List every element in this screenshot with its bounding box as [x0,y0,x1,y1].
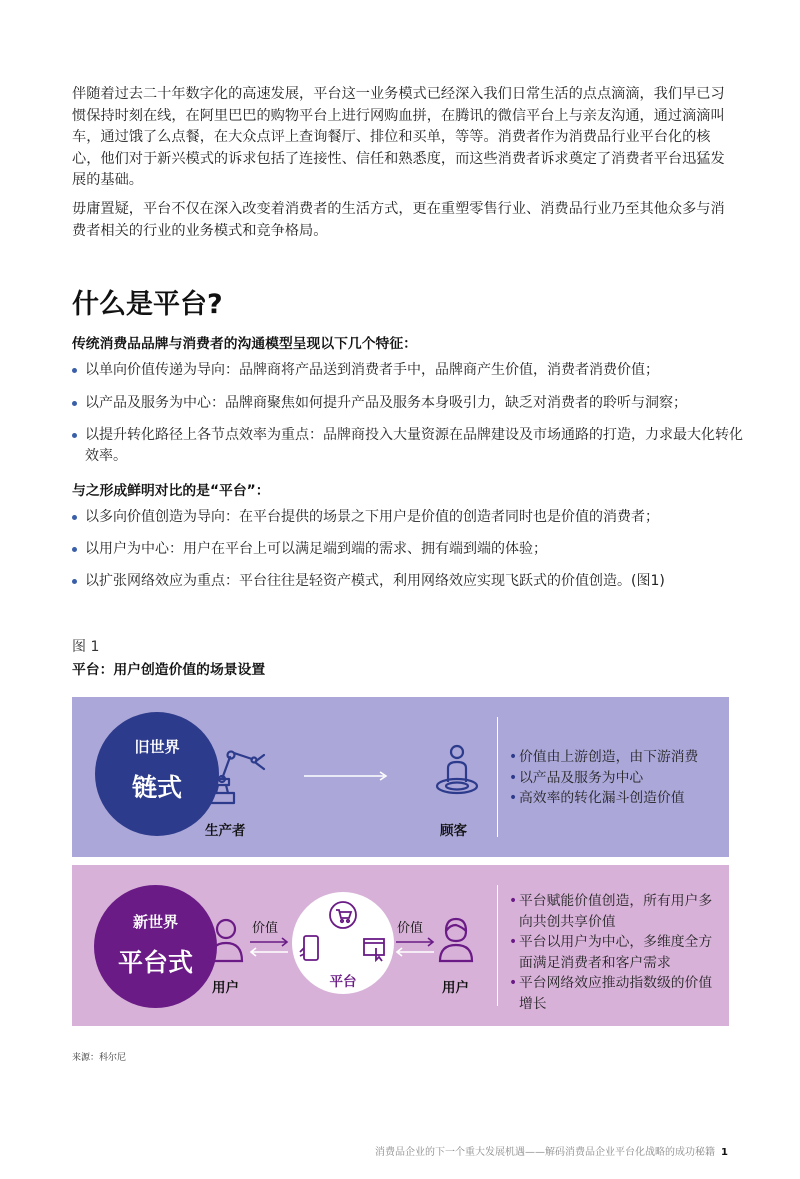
value-right-label: 价值 [397,921,424,936]
value-left-label: 价值 [252,921,279,936]
bullet-icon [72,368,77,373]
intro-paragraph-2: 毋庸置疑，平台不仅在深入改变着消费者的生活方式，更在重塑零售行业、消费品行业乃至其他众多与消费者相关的行业的业务模式和竞争格局。 [72,201,725,239]
old-world-label: 旧世界 [134,738,180,756]
customer-icon [432,742,482,807]
bullet-icon [72,433,77,438]
list-item: • 平台以用户为中心，多维度全方面满足消费者和客户需求 [509,932,724,973]
user-right-icon [436,915,476,965]
cart-icon [328,900,358,930]
old-world-points [509,747,724,809]
intro-paragraph-1: 伴随着过去二十年数字化的高速发展，平台这一业务模式已经深入我们日常生活的点点滴滴，我们早已习惯保持时刻在线，在阿里巴巴的购物平台上进行网购血拼，在腾讯的微信平台上与亲友沟通，通过滴滴叫车，通过饿了么点餐，在大众点评上查询餐厅、排位和买单，等等。消费者作为消费品行业平台化的核心，他们对于新兴模式的诉求包括了连接性、信任和熟悉度，而这些消费者诉求奠定了消费者平台迅猛发展的基础。 [72,86,725,188]
user-left-icon [206,915,246,965]
new-world-circle [94,885,217,1008]
list-item: 以扩张网络效应为重点：平台往往是轻资产模式，利用网络效应实现飞跃式的价值创造。(图1) [72,571,749,592]
divider [497,717,498,837]
old-world-model: 链式 [131,773,182,802]
figure-title: 平台：用户创造价值的场景设置 [72,662,266,678]
figure-source: 来源：科尔尼 [72,1053,127,1063]
list-item: • 以产品及服务为中心 [509,768,724,789]
new-world-label: 新世界 [132,913,178,931]
old-world-panel [72,697,729,857]
traditional-heading: 传统消费品品牌与消费者的沟通模型呈现以下几个特征： [72,336,417,352]
robot-arm-icon [202,741,272,811]
exchange-arrows-icon [248,937,290,957]
bullet-icon [72,401,77,406]
bullet-icon [72,547,77,552]
list-item: 以多向价值创造为导向：在平台提供的场景之下用户是价值的创造者同时也是价值的消费者； [72,507,749,528]
arrow-right-icon [302,770,392,782]
new-world-model: 平台式 [117,948,193,977]
list-item: 以产品及服务为中心：品牌商聚焦如何提升产品及服务本身吸引力，缺乏对消费者的聆听与洞察； [72,393,749,414]
divider [497,885,498,1006]
section-title: 什么是平台? [72,289,223,320]
list-item: 以单向价值传递为导向：品牌商将产品送到消费者手中，品牌商产生价值，消费者消费价值； [72,360,749,381]
user-left-label: 用户 [212,980,239,996]
new-world-panel [72,865,729,1026]
list-item: • 价值由上游创造，由下游消费 [509,747,724,768]
exchange-arrows-icon [394,937,436,957]
new-world-points [509,891,724,1015]
list-item: • 平台网络效应推动指数级的价值增长 [509,973,724,1014]
old-world-circle [95,712,219,836]
list-item: • 高效率的转化漏斗创造价值 [509,788,724,809]
list-item: 以提升转化路径上各节点效率为重点：品牌商投入大量资源在品牌建设及市场通路的打造，力求最大化转化效率。 [72,425,749,467]
phone-icon [298,934,322,966]
page-number: 1 [721,1147,728,1158]
figure-label: 图 1 [72,639,100,655]
producer-label: 生产者 [205,823,246,839]
platform-heading: 与之形成鲜明对比的是“平台”： [72,483,270,499]
footer-text: 消费品企业的下一个重大发展机遇——解码消费品企业平台化战略的成功秘籍 [375,1147,716,1158]
customer-label: 顾客 [440,823,467,839]
web-click-icon [362,936,388,962]
list-item: • 平台赋能价值创造，所有用户多向共创共享价值 [509,891,724,932]
user-right-label: 用户 [442,980,469,996]
page-footer [375,1143,728,1158]
platform-circle [292,892,394,994]
bullet-icon [72,515,77,520]
bullet-icon [72,579,77,584]
list-item: 以用户为中心：用户在平台上可以满足端到端的需求、拥有端到端的体验； [72,539,749,560]
platform-label: 平台 [329,974,357,990]
